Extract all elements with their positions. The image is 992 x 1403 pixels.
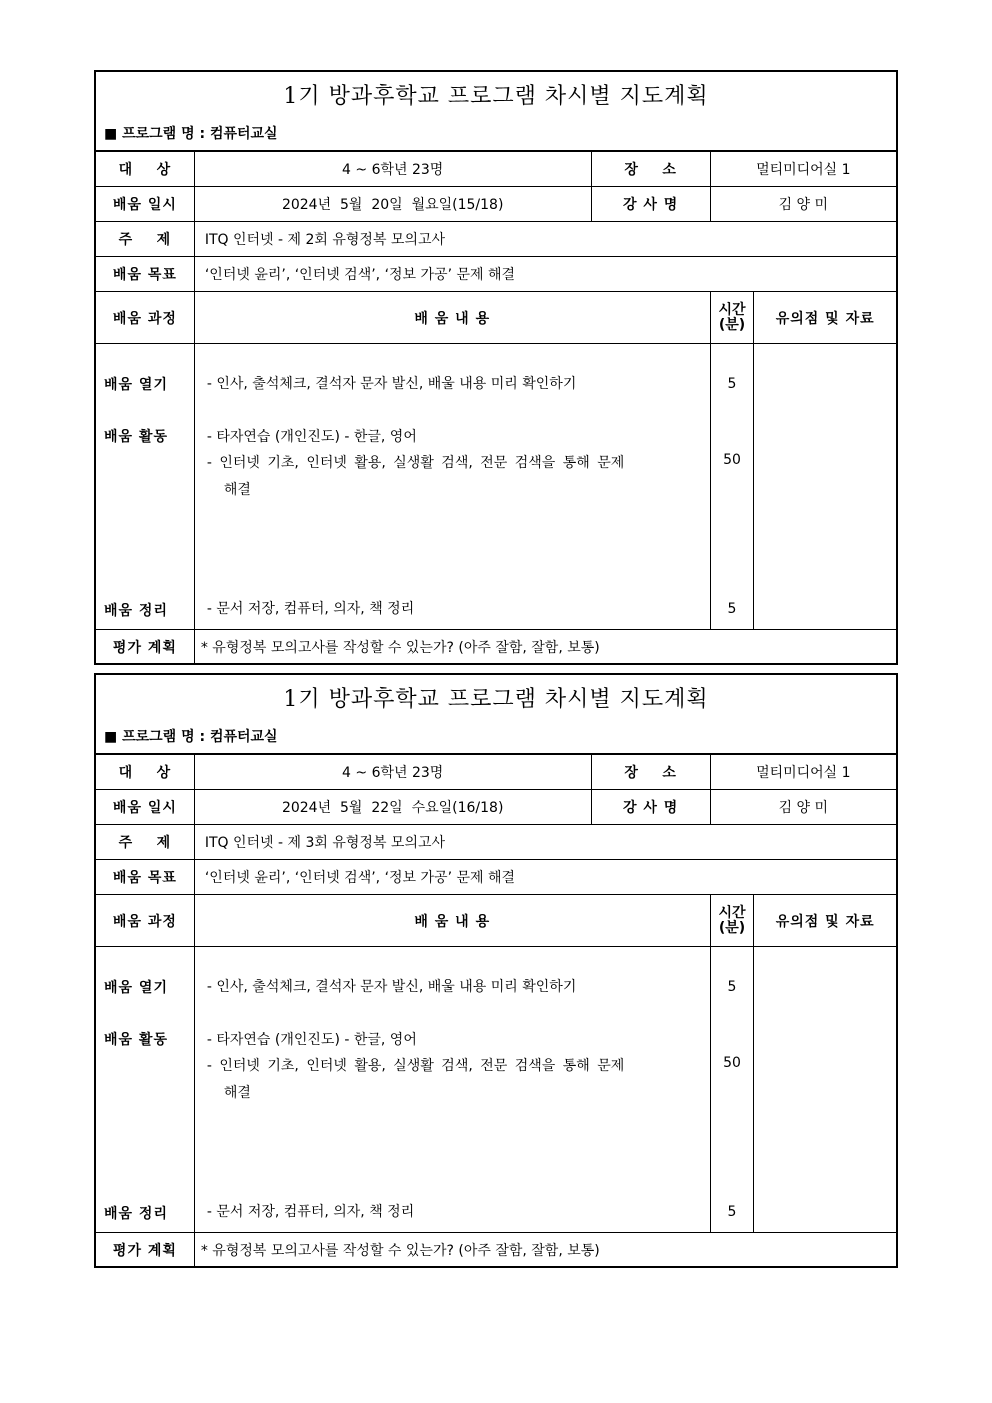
notes-header: 유의점 및 자료 <box>754 292 896 344</box>
lesson-plan-1 <box>94 70 898 665</box>
closing-item: - 문서 저장, 컴퓨터, 의자, 책 정리 <box>206 1204 415 1220</box>
place-label: 장 소 <box>591 755 710 790</box>
plan-title: 1기 방과후학교 프로그램 차시별 지도계획 <box>283 83 709 109</box>
plan-table <box>96 754 896 1268</box>
goal-value: ‘인터넷 윤리’, ‘인터넷 검색’, ‘정보 가공’ 문제 해결 <box>194 257 896 292</box>
content-column <box>194 344 710 630</box>
activity-item-2: - 인터넷 기초, 인터넷 활용, 실생활 검색, 전문 검색을 통해 문제 <box>206 455 625 471</box>
date-value: 2024년 5월 20일 월요일(15/18) <box>194 187 591 222</box>
time-header <box>710 292 754 344</box>
activity-item-1: - 타자연습 (개인진도) - 한글, 영어 <box>206 429 417 445</box>
topic-value: ITQ 인터넷 - 제 3회 유형정복 모의고사 <box>194 825 896 860</box>
opening-label: 배움 열기 <box>104 980 168 996</box>
target-label: 대 상 <box>96 152 194 187</box>
lesson-plan-2 <box>94 673 898 1268</box>
content-column <box>194 947 710 1233</box>
date-value: 2024년 5월 22일 수요일(16/18) <box>194 790 591 825</box>
instructor-value: 김 양 미 <box>710 790 896 825</box>
content-header: 배 움 내 용 <box>194 895 710 947</box>
opening-label: 배움 열기 <box>104 377 168 393</box>
activity-label: 배움 활동 <box>104 429 168 445</box>
eval-label: 평가 계획 <box>96 630 194 665</box>
goal-label: 배움 목표 <box>96 257 194 292</box>
topic-value: ITQ 인터넷 - 제 2회 유형정복 모의고사 <box>194 222 896 257</box>
process-header: 배움 과정 <box>96 895 194 947</box>
closing-time: 5 <box>727 1204 737 1220</box>
time-header-line2: (분) <box>718 919 746 936</box>
notes-column <box>754 947 896 1233</box>
goal-value: ‘인터넷 윤리’, ‘인터넷 검색’, ‘정보 가공’ 문제 해결 <box>194 860 896 895</box>
closing-label: 배움 정리 <box>104 603 168 619</box>
eval-value: * 유형정복 모의고사를 작성할 수 있는가? (아주 잘함, 잘함, 보통) <box>194 1233 896 1268</box>
instructor-label: 강 사 명 <box>591 790 710 825</box>
goal-label: 배움 목표 <box>96 860 194 895</box>
process-column <box>96 947 194 1233</box>
target-label: 대 상 <box>96 755 194 790</box>
activity-time: 50 <box>723 452 741 468</box>
topic-label: 주 제 <box>96 825 194 860</box>
instructor-label: 강 사 명 <box>591 187 710 222</box>
place-value: 멀티미디어실 1 <box>710 152 896 187</box>
place-label: 장 소 <box>591 152 710 187</box>
activity-label: 배움 활동 <box>104 1032 168 1048</box>
opening-item: - 인사, 출석체크, 결석자 문자 발신, 배울 내용 미리 확인하기 <box>206 376 577 392</box>
target-value: 4 ~ 6학년 23명 <box>194 152 591 187</box>
time-column <box>710 344 754 630</box>
time-header-line1: 시간 <box>718 301 746 318</box>
notes-column <box>754 344 896 630</box>
content-header: 배 움 내 용 <box>194 292 710 344</box>
date-label: 배움 일시 <box>96 790 194 825</box>
opening-time: 5 <box>727 376 737 392</box>
closing-item: - 문서 저장, 컴퓨터, 의자, 책 정리 <box>206 601 415 617</box>
time-column <box>710 947 754 1233</box>
time-header-line1: 시간 <box>718 904 746 921</box>
activity-item-2-cont: 해결 <box>223 482 251 498</box>
closing-label: 배움 정리 <box>104 1206 168 1222</box>
program-name: ■ 프로그램 명 : 컴퓨터교실 <box>96 116 896 151</box>
eval-value: * 유형정복 모의고사를 작성할 수 있는가? (아주 잘함, 잘함, 보통) <box>194 630 896 665</box>
instructor-value: 김 양 미 <box>710 187 896 222</box>
plan-title: 1기 방과후학교 프로그램 차시별 지도계획 <box>283 686 709 712</box>
process-column <box>96 344 194 630</box>
opening-time: 5 <box>727 979 737 995</box>
program-name: ■ 프로그램 명 : 컴퓨터교실 <box>96 719 896 754</box>
plan-table <box>96 151 896 665</box>
time-header <box>710 895 754 947</box>
topic-label: 주 제 <box>96 222 194 257</box>
activity-item-2: - 인터넷 기초, 인터넷 활용, 실생활 검색, 전문 검색을 통해 문제 <box>206 1058 625 1074</box>
closing-time: 5 <box>727 601 737 617</box>
place-value: 멀티미디어실 1 <box>710 755 896 790</box>
activity-item-2-cont: 해결 <box>223 1085 251 1101</box>
opening-item: - 인사, 출석체크, 결석자 문자 발신, 배울 내용 미리 확인하기 <box>206 979 577 995</box>
activity-item-1: - 타자연습 (개인진도) - 한글, 영어 <box>206 1032 417 1048</box>
eval-label: 평가 계획 <box>96 1233 194 1268</box>
notes-header: 유의점 및 자료 <box>754 895 896 947</box>
activity-time: 50 <box>723 1055 741 1071</box>
target-value: 4 ~ 6학년 23명 <box>194 755 591 790</box>
process-header: 배움 과정 <box>96 292 194 344</box>
date-label: 배움 일시 <box>96 187 194 222</box>
time-header-line2: (분) <box>718 316 746 333</box>
